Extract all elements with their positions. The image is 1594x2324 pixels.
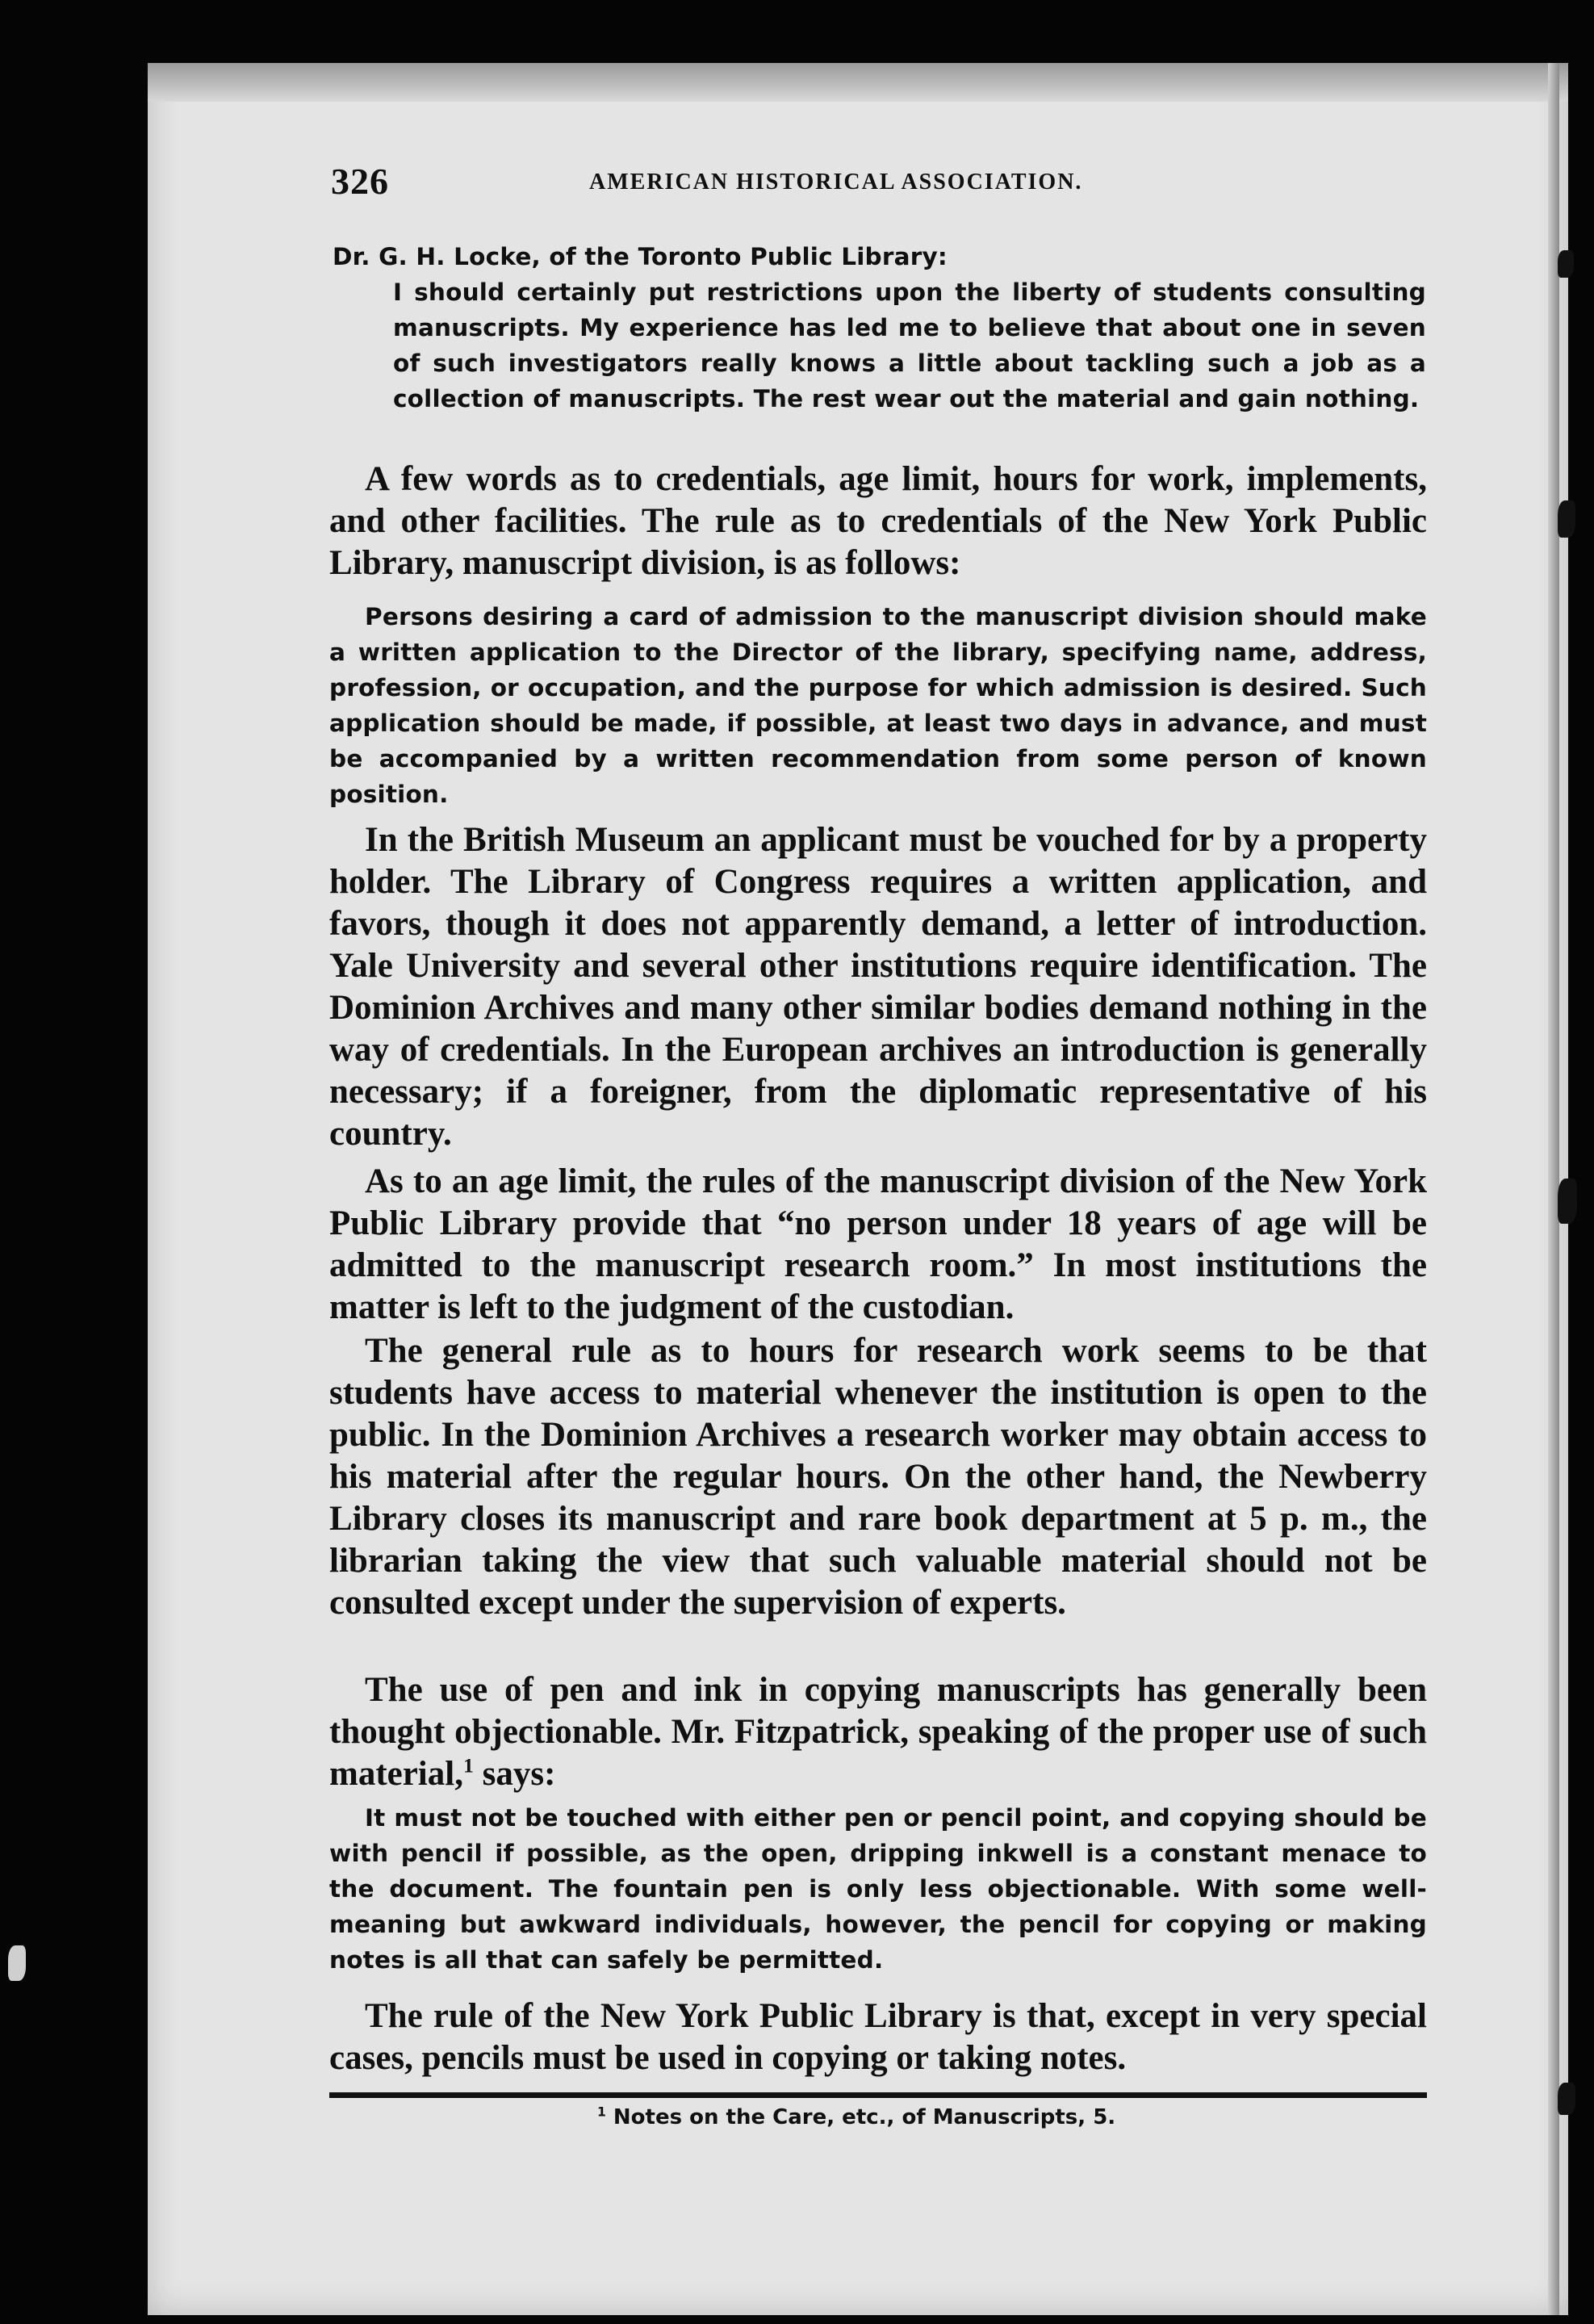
pen-ink-text-end: says: xyxy=(473,1755,556,1793)
locke-attribution: Dr. G. H. Locke, of the Toronto Public Library: xyxy=(333,243,948,270)
margin-mark-right-4 xyxy=(1558,2083,1575,2115)
margin-mark-right-1 xyxy=(1558,250,1574,278)
paragraph-pen-and-ink xyxy=(329,1669,1427,1795)
locke-quote: I should certainly put restrictions upon the liberty of students consulting manuscripts. My experience has led me to believe that about one in seven of such investigators really knows a little about tackling such a job as a collection of manuscripts. The rest wear out the material and gain nothing. xyxy=(393,278,1426,412)
paragraph-hours: The general rule as to hours for research work seems to be that students have access to material whenever the institution is open to the public. In the Dominion Archives a research worker may obtain access to his material after the regular hours. On the other hand, the Newberry Library closes its manuscript and rare book department at 5 p. m., the librarian taking the view that such valuable material should not be consulted except under the supervision of experts. xyxy=(329,1332,1427,1622)
page-header xyxy=(331,160,1429,208)
footnote-reference: 1 xyxy=(462,1753,474,1778)
paragraph-british-museum: In the British Museum an applicant must be vouched for by a property holder. The Library of Congress requires a written application, and favors, though it does not apparently demand, a letter of introduction. Yale University and several other institutions require identification. The Dominion Archives and many other similar bodies demand nothing in the way of credentials. In the European archives an introduction is generally necessary; if a foreigner, from the diplomatic representative of his country. xyxy=(329,821,1427,1153)
paragraph-nypl-pencils: The rule of the New York Public Library is that, except in very special cases, pencils must be used in copying or taking notes. xyxy=(329,1997,1427,2077)
running-head: AMERICAN HISTORICAL ASSOCIATION. xyxy=(589,170,1083,195)
footnote xyxy=(597,2105,1115,2129)
paragraph-credentials: A few words as to credentials, age limit, hours for work, implements, and other facilities. The rule as to credentials of the New York Public Library, manuscript division, is as follows: xyxy=(329,460,1427,582)
margin-mark-right-2 xyxy=(1558,500,1575,538)
footnote-marker: 1 xyxy=(597,2104,606,2120)
fitzpatrick-quote: It must not be touched with either pen or pencil point, and copying should be with pencil if possible, as the open, dripping inkwell is a constant menace to the document. The fountain pen is only less objectionable. With some well-meaning but awkward individuals, however, the pencil for copying or making notes is all that can safely be permitted. xyxy=(329,1804,1427,1974)
footnote-text: Notes on the Care, etc., of Manuscripts, 5. xyxy=(605,2105,1116,2129)
nypl-rule-quote: Persons desiring a card of admission to the manuscript division should make a written application to the Director of the library, specifying name, address, profession, or occupation, and the purpose for which admission is desired. Such application should be made, if possible, at least two days in advance, and must be accompanied by a written recommendation from some person of known position. xyxy=(329,603,1427,808)
page-top-edge xyxy=(148,63,1568,102)
footnote-rule xyxy=(329,2092,1427,2098)
paragraph-age-limit: As to an age limit, the rules of the manuscript division of the New York Public Library provide that “no person under 18 years of age will be admitted to the manuscript research room.” In most institutions the matter is left to the judgment of the custodian. xyxy=(329,1162,1427,1326)
margin-mark-right-3 xyxy=(1558,1179,1577,1224)
margin-mark-left xyxy=(8,1945,26,1981)
pen-ink-text: The use of pen and ink in copying manuscripts has generally been thought objectionable. Mr. Fitzpatrick, speaking of the proper use of such material, xyxy=(329,1671,1427,1793)
page-number: 326 xyxy=(331,161,389,202)
